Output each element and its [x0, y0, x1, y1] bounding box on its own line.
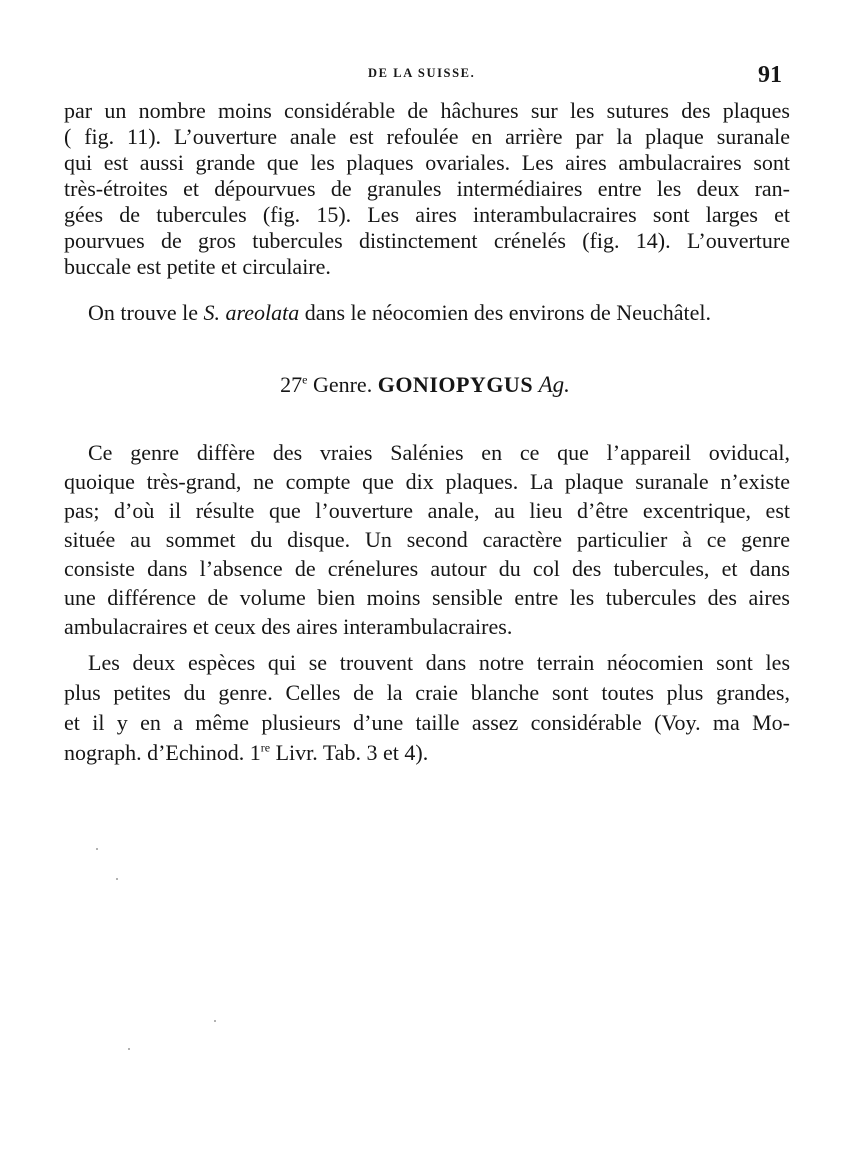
ordinal-suffix: re — [260, 740, 271, 755]
text-line: située au sommet du disque. Un second caractère particulier à ce genre — [64, 527, 790, 552]
genus-word: Genre. — [307, 372, 378, 397]
ordinal-suffix: e — [302, 372, 308, 387]
paragraph-locality — [88, 300, 790, 326]
print-speck — [214, 1020, 216, 1022]
text-span: dans le néocomien des environs de Neuchâtel. — [299, 300, 711, 325]
text-line: Ce genre diffère des vraies Salénies en ce que l’appareil oviducal, — [88, 440, 790, 465]
text-span: Livr. Tab. 3 et 4). — [270, 740, 429, 765]
text-line: qui est aussi grande que les plaques ovariales. Les aires ambulacraires sont — [64, 150, 790, 175]
text-span: nograph. d’Echinod. 1 — [64, 740, 261, 765]
running-head: DE LA SUISSE. — [368, 66, 476, 80]
genus-heading — [0, 370, 850, 400]
text-line: pas; d’où il résulte que l’ouverture anale, au lieu d’être excentrique, est — [64, 498, 790, 523]
text-span: On trouve le — [88, 300, 204, 325]
text-line: quoique très-grand, ne compte que dix plaques. La plaque suranale n’existe — [64, 469, 790, 494]
print-speck — [128, 1048, 130, 1050]
text-line: une différence de volume bien moins sensible entre les tubercules des aires — [64, 585, 790, 610]
text-line: ( fig. 11). L’ouverture anale est refoulée en arrière par la plaque suranale — [64, 124, 790, 149]
page-number: 91 — [758, 62, 782, 88]
print-speck — [116, 878, 118, 880]
genus-name: GONIOPYGUS — [377, 372, 534, 397]
genus-number: 27 — [280, 372, 303, 397]
text-line: plus petites du genre. Celles de la craie blanche sont toutes plus grandes, — [64, 680, 790, 705]
text-line: et il y en a même plusieurs d’une taille assez considérable (Voy. ma Mo- — [64, 710, 790, 735]
text-line: pourvues de gros tubercules distinctement crénelés (fig. 14). L’ouverture — [64, 228, 790, 253]
text-line: Les deux espèces qui se trouvent dans notre terrain néocomien sont les — [88, 650, 790, 675]
species-name: S. areolata — [203, 300, 300, 325]
text-line: très-étroites et dépourvues de granules intermédiaires entre les deux ran- — [64, 176, 790, 201]
text-line: par un nombre moins considérable de hâchures sur les sutures des plaques — [64, 98, 790, 123]
text-line: ambulacraires et ceux des aires interambulacraires. — [64, 614, 513, 639]
text-line: buccale est petite et circulaire. — [64, 254, 331, 279]
text-line — [64, 740, 428, 766]
genus-author: Ag. — [538, 372, 570, 397]
print-speck — [96, 848, 98, 850]
text-line: consiste dans l’absence de crénelures autour du col des tubercules, et dans — [64, 556, 790, 581]
text-line: gées de tubercules (fig. 15). Les aires interambulacraires sont larges et — [64, 202, 790, 227]
